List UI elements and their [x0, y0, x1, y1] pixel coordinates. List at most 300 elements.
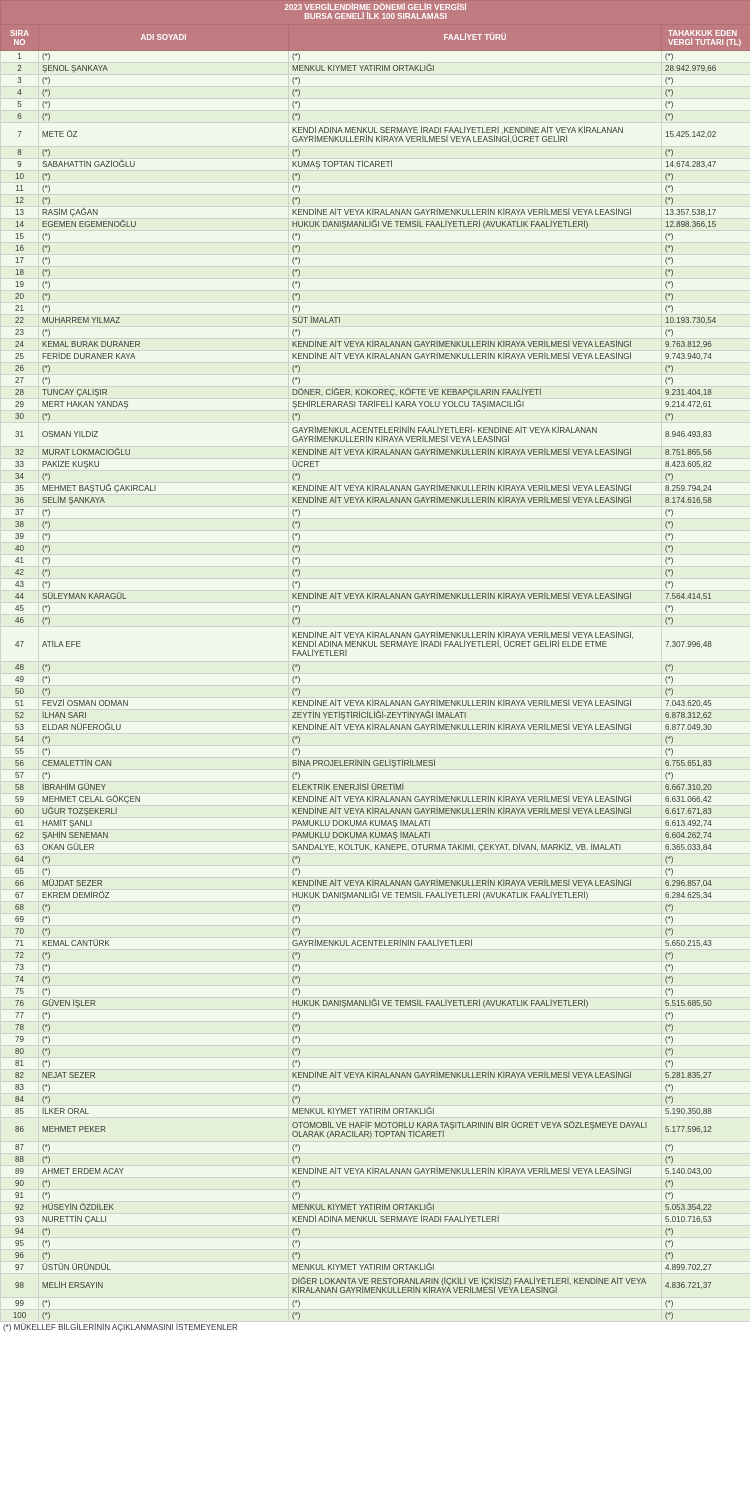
table-row [1, 986, 750, 998]
row-name: (*) [39, 519, 289, 531]
column-header-row [1, 25, 750, 51]
row-activity: ZEYTİN YETİŞTİRİCİLİĞİ-ZEYTİNYAĞI İMALATI [289, 710, 662, 722]
table-row [1, 746, 750, 758]
row-number: 10 [1, 171, 39, 183]
row-number: 53 [1, 722, 39, 734]
row-number: 93 [1, 1214, 39, 1226]
row-number: 88 [1, 1154, 39, 1166]
header-name: ADI SOYADI [39, 25, 289, 51]
row-activity: (*) [289, 1226, 662, 1238]
row-number: 40 [1, 543, 39, 555]
row-amount: 6.878.312,62 [662, 710, 750, 722]
table-row [1, 950, 750, 962]
row-number: 11 [1, 183, 39, 195]
row-activity: (*) [289, 1046, 662, 1058]
row-activity: (*) [289, 615, 662, 627]
row-number: 24 [1, 339, 39, 351]
row-number: 92 [1, 1202, 39, 1214]
row-activity: MENKUL KIYMET YATIRIM ORTAKLIĞI [289, 1106, 662, 1118]
row-activity: PAMUKLU DOKUMA KUMAŞ İMALATI [289, 830, 662, 842]
row-amount: 4.836.721,37 [662, 1274, 750, 1298]
row-name: MÜJDAT SEZER [39, 878, 289, 890]
row-amount: (*) [662, 183, 750, 195]
row-amount: (*) [662, 99, 750, 111]
row-amount: 10.193.730,54 [662, 315, 750, 327]
row-name: (*) [39, 770, 289, 782]
row-activity: (*) [289, 567, 662, 579]
row-name: (*) [39, 303, 289, 315]
row-amount: (*) [662, 195, 750, 207]
row-activity: (*) [289, 543, 662, 555]
row-amount: (*) [662, 87, 750, 99]
row-amount: (*) [662, 1022, 750, 1034]
row-name: KEMAL CANTÜRK [39, 938, 289, 950]
row-name: (*) [39, 279, 289, 291]
row-amount: (*) [662, 243, 750, 255]
table-row [1, 1178, 750, 1190]
row-number: 56 [1, 758, 39, 770]
row-name: (*) [39, 1058, 289, 1070]
row-number: 95 [1, 1238, 39, 1250]
row-activity: KENDİNE AİT VEYA KİRALANAN GAYRİMENKULLERİN KİRAYA VERİLMESİ VEYA LEASİNGİ [289, 483, 662, 495]
row-activity: (*) [289, 603, 662, 615]
row-amount: (*) [662, 1238, 750, 1250]
row-amount: (*) [662, 111, 750, 123]
table-row [1, 279, 750, 291]
row-name: ŞAHİN SENEMAN [39, 830, 289, 842]
table-row [1, 1106, 750, 1118]
table-row [1, 698, 750, 710]
row-amount: 9.231.404,18 [662, 387, 750, 399]
row-amount: 6.631.066,42 [662, 794, 750, 806]
row-amount: (*) [662, 75, 750, 87]
row-name: MUHARREM YILMAZ [39, 315, 289, 327]
row-name: (*) [39, 686, 289, 698]
row-number: 7 [1, 123, 39, 147]
table-row [1, 890, 750, 902]
row-activity: HUKUK DANIŞMANLIĞI VE TEMSİL FAALİYETLERİ (AVUKATLIK FAALİYETLERİ) [289, 998, 662, 1010]
row-activity: (*) [289, 926, 662, 938]
row-name: PAKİZE KUŞKU [39, 459, 289, 471]
row-number: 18 [1, 267, 39, 279]
row-activity: KUMAŞ TOPTAN TİCARETİ [289, 159, 662, 171]
row-activity: KENDİNE AİT VEYA KİRALANAN GAYRİMENKULLERİN KİRAYA VERİLMESİ VEYA LEASİNGİ [289, 339, 662, 351]
table-row [1, 483, 750, 495]
table-row [1, 567, 750, 579]
row-amount: 5.281.835,27 [662, 1070, 750, 1082]
table-row [1, 1118, 750, 1142]
row-number: 99 [1, 1298, 39, 1310]
row-number: 91 [1, 1190, 39, 1202]
table-row [1, 914, 750, 926]
row-amount: (*) [662, 854, 750, 866]
table-row [1, 734, 750, 746]
table-row [1, 1010, 750, 1022]
row-number: 43 [1, 579, 39, 591]
row-number: 60 [1, 806, 39, 818]
row-number: 48 [1, 662, 39, 674]
row-amount: 8.174.616,58 [662, 495, 750, 507]
row-activity: (*) [289, 519, 662, 531]
row-number: 94 [1, 1226, 39, 1238]
row-name: (*) [39, 674, 289, 686]
row-amount: (*) [662, 902, 750, 914]
row-amount: 5.140.043,00 [662, 1166, 750, 1178]
table-row [1, 1274, 750, 1298]
row-activity: KENDİNE AİT VEYA KİRALANAN GAYRİMENKULLERİN KİRAYA VERİLMESİ VEYA LEASİNGİ [289, 794, 662, 806]
row-activity: (*) [289, 267, 662, 279]
title-line-2: BURSA GENELİ İLK 100 SIRALAMASI [304, 11, 447, 21]
row-name: OKAN GÜLER [39, 842, 289, 854]
row-number: 15 [1, 231, 39, 243]
table-row [1, 998, 750, 1010]
row-amount: 4.899.702,27 [662, 1262, 750, 1274]
row-name: FEVZİ OSMAN ODMAN [39, 698, 289, 710]
row-name: (*) [39, 950, 289, 962]
row-amount: (*) [662, 555, 750, 567]
row-activity: KENDİNE AİT VEYA KİRALANAN GAYRİMENKULLERİN KİRAYA VERİLMESİ VEYA LEASİNGİ [289, 351, 662, 363]
row-number: 21 [1, 303, 39, 315]
row-activity: KENDİ ADINA MENKUL SERMAYE İRADI FAALİYETLERİ ,KENDİNE AİT VEYA KİRALANAN GAYRİMENKULLERİN KİRAYA VERİLMESİ VEYA LEASİNGİ,ÜCRET GELİRİ [289, 123, 662, 147]
table-row [1, 722, 750, 734]
row-amount: (*) [662, 1058, 750, 1070]
row-number: 13 [1, 207, 39, 219]
row-number: 70 [1, 926, 39, 938]
row-name: (*) [39, 1094, 289, 1106]
table-row [1, 830, 750, 842]
row-name: RASİM ÇAĞAN [39, 207, 289, 219]
row-number: 47 [1, 627, 39, 662]
row-name: AHMET ERDEM ACAY [39, 1166, 289, 1178]
row-name: (*) [39, 1046, 289, 1058]
row-amount: 8.946.493,83 [662, 423, 750, 447]
table-row [1, 99, 750, 111]
row-name: (*) [39, 531, 289, 543]
row-activity: HUKUK DANIŞMANLIĞI VE TEMSİL FAALİYETLERİ (AVUKATLIK FAALİYETLERİ) [289, 890, 662, 902]
row-number: 98 [1, 1274, 39, 1298]
row-activity: (*) [289, 1058, 662, 1070]
row-amount: (*) [662, 1310, 750, 1322]
table-row [1, 579, 750, 591]
table-row [1, 902, 750, 914]
table-row [1, 1298, 750, 1310]
table-row [1, 195, 750, 207]
row-activity: (*) [289, 99, 662, 111]
row-number: 37 [1, 507, 39, 519]
table-row [1, 207, 750, 219]
table-row [1, 1202, 750, 1214]
row-amount: (*) [662, 411, 750, 423]
table-row [1, 1250, 750, 1262]
row-activity: KENDİNE AİT VEYA KİRALANAN GAYRİMENKULLERİN KİRAYA VERİLMESİ VEYA LEASİNGİ [289, 495, 662, 507]
row-number: 64 [1, 854, 39, 866]
row-activity: (*) [289, 950, 662, 962]
row-number: 65 [1, 866, 39, 878]
row-name: ATİLA EFE [39, 627, 289, 662]
row-name: GÜVEN İŞLER [39, 998, 289, 1010]
table-row [1, 1226, 750, 1238]
table-row [1, 842, 750, 854]
row-activity: (*) [289, 51, 662, 63]
row-name: EGEMEN EGEMENOĞLU [39, 219, 289, 231]
row-amount: (*) [662, 1226, 750, 1238]
row-amount: (*) [662, 507, 750, 519]
row-name: (*) [39, 914, 289, 926]
row-number: 59 [1, 794, 39, 806]
table-row [1, 878, 750, 890]
row-amount: 8.751.865,56 [662, 447, 750, 459]
table-row [1, 662, 750, 674]
row-activity: (*) [289, 75, 662, 87]
table-row [1, 938, 750, 950]
row-number: 68 [1, 902, 39, 914]
row-activity: (*) [289, 171, 662, 183]
row-name: HÜSEYİN ÖZDİLEK [39, 1202, 289, 1214]
row-amount: (*) [662, 303, 750, 315]
row-amount: (*) [662, 662, 750, 674]
row-activity: (*) [289, 1034, 662, 1046]
row-name: (*) [39, 746, 289, 758]
row-number: 77 [1, 1010, 39, 1022]
row-name: FERİDE DURANER KAYA [39, 351, 289, 363]
table-row [1, 411, 750, 423]
row-name: (*) [39, 734, 289, 746]
row-activity: (*) [289, 231, 662, 243]
row-activity: (*) [289, 674, 662, 686]
row-activity: (*) [289, 1178, 662, 1190]
row-activity: (*) [289, 866, 662, 878]
row-number: 12 [1, 195, 39, 207]
row-name: ÜSTÜN ÜRÜNDÜL [39, 1262, 289, 1274]
row-number: 30 [1, 411, 39, 423]
row-name: (*) [39, 243, 289, 255]
table-row [1, 1262, 750, 1274]
row-name: (*) [39, 1226, 289, 1238]
row-activity: MENKUL KIYMET YATIRIM ORTAKLIĞI [289, 1202, 662, 1214]
table-row [1, 363, 750, 375]
row-name: MERT HAKAN YANDAŞ [39, 399, 289, 411]
row-amount: 5.650.215,43 [662, 938, 750, 950]
row-amount: 8.259.794,24 [662, 483, 750, 495]
row-number: 23 [1, 327, 39, 339]
row-amount: (*) [662, 327, 750, 339]
row-amount: (*) [662, 1010, 750, 1022]
row-number: 74 [1, 974, 39, 986]
table-row [1, 459, 750, 471]
row-activity: (*) [289, 1310, 662, 1322]
row-name: (*) [39, 1154, 289, 1166]
row-number: 3 [1, 75, 39, 87]
table-row [1, 1190, 750, 1202]
row-amount: 15.425.142,02 [662, 123, 750, 147]
row-activity: (*) [289, 111, 662, 123]
row-name: (*) [39, 507, 289, 519]
row-name: MEHMET CELAL GÖKÇEN [39, 794, 289, 806]
row-name: EKREM DEMİRÖZ [39, 890, 289, 902]
row-number: 76 [1, 998, 39, 1010]
row-name: CEMALETTİN CAN [39, 758, 289, 770]
row-name: HAMİT ŞANLI [39, 818, 289, 830]
row-number: 69 [1, 914, 39, 926]
footnote: (*) MÜKELLEF BİLGİLERİNİN AÇIKLANMASINI İSTEMEYENLER [3, 1323, 238, 1332]
row-amount: 9.763.812,96 [662, 339, 750, 351]
row-activity: (*) [289, 854, 662, 866]
row-number: 72 [1, 950, 39, 962]
row-number: 45 [1, 603, 39, 615]
row-activity: (*) [289, 579, 662, 591]
row-activity: BİNA PROJELERİNİN GELİŞTİRİLMESİ [289, 758, 662, 770]
row-amount: 7.043.620,45 [662, 698, 750, 710]
row-activity: (*) [289, 303, 662, 315]
table-row [1, 375, 750, 387]
row-name: MEHMET BAŞTUĞ ÇAKIRCALI [39, 483, 289, 495]
row-name: (*) [39, 615, 289, 627]
table-row [1, 159, 750, 171]
row-number: 44 [1, 591, 39, 603]
row-number: 54 [1, 734, 39, 746]
row-activity: (*) [289, 962, 662, 974]
row-name: (*) [39, 567, 289, 579]
row-activity: (*) [289, 1022, 662, 1034]
row-name: TUNCAY ÇALIŞIR [39, 387, 289, 399]
row-activity: MENKUL KIYMET YATIRIM ORTAKLIĞI [289, 1262, 662, 1274]
table-row [1, 974, 750, 986]
row-amount: (*) [662, 567, 750, 579]
row-amount: (*) [662, 770, 750, 782]
row-number: 87 [1, 1142, 39, 1154]
row-number: 38 [1, 519, 39, 531]
row-activity: SÜT İMALATI [289, 315, 662, 327]
row-number: 35 [1, 483, 39, 495]
row-activity: HUKUK DANIŞMANLIĞI VE TEMSİL FAALİYETLERİ (AVUKATLIK FAALİYETLERİ) [289, 219, 662, 231]
row-amount: 6.365.033,84 [662, 842, 750, 854]
row-number: 90 [1, 1178, 39, 1190]
table-row [1, 1094, 750, 1106]
row-amount: (*) [662, 603, 750, 615]
row-name: (*) [39, 1250, 289, 1262]
table-row [1, 603, 750, 615]
row-number: 97 [1, 1262, 39, 1274]
row-amount: (*) [662, 1034, 750, 1046]
row-number: 57 [1, 770, 39, 782]
row-activity: (*) [289, 686, 662, 698]
table-row [1, 854, 750, 866]
table-row [1, 267, 750, 279]
row-amount: 5.190.350,88 [662, 1106, 750, 1118]
table-row [1, 255, 750, 267]
row-amount: 6.613.492,74 [662, 818, 750, 830]
row-name: (*) [39, 147, 289, 159]
table-row [1, 1046, 750, 1058]
row-activity: (*) [289, 1238, 662, 1250]
row-activity: SANDALYE, KOLTUK, KANEPE, OTURMA TAKIMI, ÇEKYAT, DİVAN, MARKİZ, VB. İMALATI [289, 842, 662, 854]
row-amount: 12.898.366,15 [662, 219, 750, 231]
row-amount: (*) [662, 866, 750, 878]
table-row [1, 1214, 750, 1226]
row-amount: (*) [662, 375, 750, 387]
row-amount: 28.942.979,66 [662, 63, 750, 75]
row-name: (*) [39, 926, 289, 938]
table-row [1, 423, 750, 447]
row-amount: (*) [662, 579, 750, 591]
row-name: (*) [39, 195, 289, 207]
row-number: 85 [1, 1106, 39, 1118]
row-number: 36 [1, 495, 39, 507]
row-number: 78 [1, 1022, 39, 1034]
row-amount: (*) [662, 974, 750, 986]
row-name: (*) [39, 986, 289, 998]
row-amount: (*) [662, 1046, 750, 1058]
table-row [1, 615, 750, 627]
row-name: (*) [39, 363, 289, 375]
row-number: 84 [1, 1094, 39, 1106]
row-number: 39 [1, 531, 39, 543]
row-number: 32 [1, 447, 39, 459]
row-activity: GAYRİMENKUL ACENTELERİNİN FAALİYETLERİ [289, 938, 662, 950]
table-row [1, 291, 750, 303]
row-amount: (*) [662, 615, 750, 627]
row-number: 61 [1, 818, 39, 830]
row-activity: (*) [289, 363, 662, 375]
row-number: 28 [1, 387, 39, 399]
table-row [1, 555, 750, 567]
row-activity: PAMUKLU DOKUMA KUMAŞ İMALATI [289, 818, 662, 830]
table-row [1, 531, 750, 543]
row-amount: (*) [662, 986, 750, 998]
row-number: 26 [1, 363, 39, 375]
row-name: (*) [39, 1034, 289, 1046]
row-number: 81 [1, 1058, 39, 1070]
row-name: (*) [39, 662, 289, 674]
row-activity: (*) [289, 770, 662, 782]
row-name: (*) [39, 1082, 289, 1094]
row-name: (*) [39, 1310, 289, 1322]
table-row [1, 315, 750, 327]
row-number: 75 [1, 986, 39, 998]
table-row [1, 674, 750, 686]
row-amount: 7.307.996,48 [662, 627, 750, 662]
row-activity: KENDİNE AİT VEYA KİRALANAN GAYRİMENKULLERİN KİRAYA VERİLMESİ VEYA LEASİNGİ [289, 1070, 662, 1082]
row-amount: 5.515.685,50 [662, 998, 750, 1010]
row-activity: (*) [289, 87, 662, 99]
row-name: (*) [39, 471, 289, 483]
row-name: (*) [39, 902, 289, 914]
row-number: 62 [1, 830, 39, 842]
row-activity: (*) [289, 1154, 662, 1166]
table-row [1, 710, 750, 722]
table-row [1, 495, 750, 507]
row-amount: (*) [662, 171, 750, 183]
row-number: 2 [1, 63, 39, 75]
table-row [1, 147, 750, 159]
row-number: 80 [1, 1046, 39, 1058]
row-activity: (*) [289, 195, 662, 207]
row-amount: 5.053.354,22 [662, 1202, 750, 1214]
row-activity: KENDİNE AİT VEYA KİRALANAN GAYRİMENKULLERİN KİRAYA VERİLMESİ VEYA LEASİNGİ [289, 806, 662, 818]
row-activity: (*) [289, 411, 662, 423]
row-amount: 5.010.716,53 [662, 1214, 750, 1226]
table-row [1, 219, 750, 231]
table-row [1, 1058, 750, 1070]
row-number: 8 [1, 147, 39, 159]
row-number: 42 [1, 567, 39, 579]
row-number: 89 [1, 1166, 39, 1178]
row-activity: KENDİNE AİT VEYA KİRALANAN GAYRİMENKULLERİN KİRAYA VERİLMESİ VEYA LEASİNGİ [289, 207, 662, 219]
row-number: 51 [1, 698, 39, 710]
header-amount: TAHAKKUK EDEN VERGİ TUTARI (TL) [662, 25, 750, 51]
table-row [1, 111, 750, 123]
table-row [1, 507, 750, 519]
